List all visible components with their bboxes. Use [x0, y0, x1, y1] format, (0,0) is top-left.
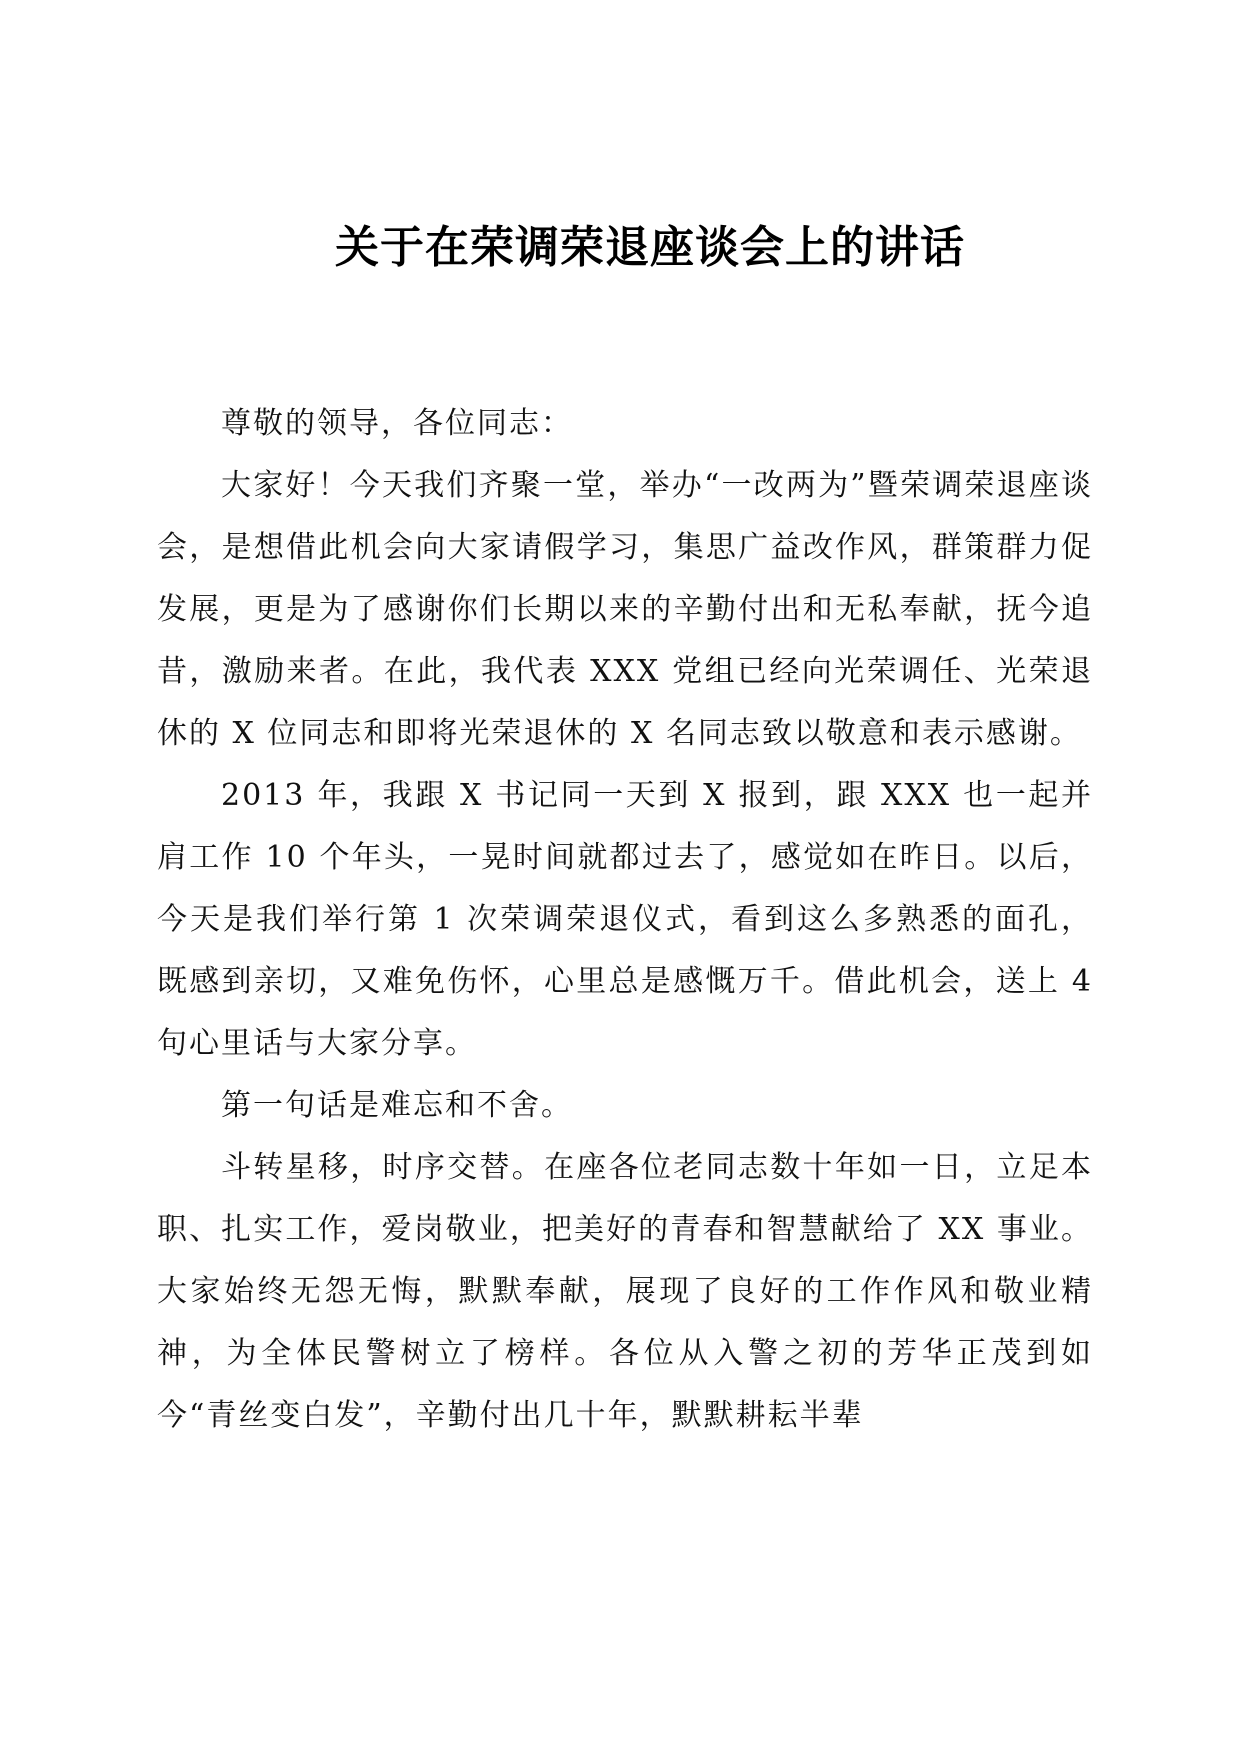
body-paragraph: 2013 年，我跟 X 书记同一天到 X 报到，跟 XXX 也一起并肩工作 10 个年头，一晃时间就都过去了，感觉如在昨日。以后，今天是我们举行第 1 次荣调荣退仪式，看到这么多熟悉的面孔，既感到亲切，又难免伤怀，心里总是感慨万千。借此机会，送上 4 句心里话与大家分享。 — [157, 778, 1093, 1061]
document-title: 关于在荣调荣退座谈会上的讲话 — [335, 222, 965, 273]
body-paragraph: 大家好！今天我们齐聚一堂，举办“一改两为”暨荣调荣退座谈会，是想借此机会向大家请假学习，集思广益改作风，群策群力促发展，更是为了感谢你们长期以来的辛勤付出和无私奉献，抚今追昔，激励来者。在此，我代表 XXX 党组已经向光荣调任、光荣退休的 X 位同志和即将光荣退休的 X 名同志致以敬意和表示感谢。 — [157, 468, 1093, 751]
salutation-paragraph: 尊敬的领导，各位同志： — [221, 406, 573, 441]
document-body — [157, 393, 1093, 1447]
section-heading-paragraph: 第一句话是难忘和不舍。 — [221, 1088, 573, 1123]
body-paragraph: 斗转星移，时序交替。在座各位老同志数十年如一日，立足本职、扎实工作，爱岗敬业，把美好的青春和智慧献给了 XX 事业。大家始终无怨无悔，默默奉献，展现了良好的工作作风和敬业精神，为全体民警树立了榜样。各位从入警之初的芳华正茂到如今“青丝变白发”，辛勤付出几十年，默默耕耘半辈 — [157, 1150, 1093, 1433]
